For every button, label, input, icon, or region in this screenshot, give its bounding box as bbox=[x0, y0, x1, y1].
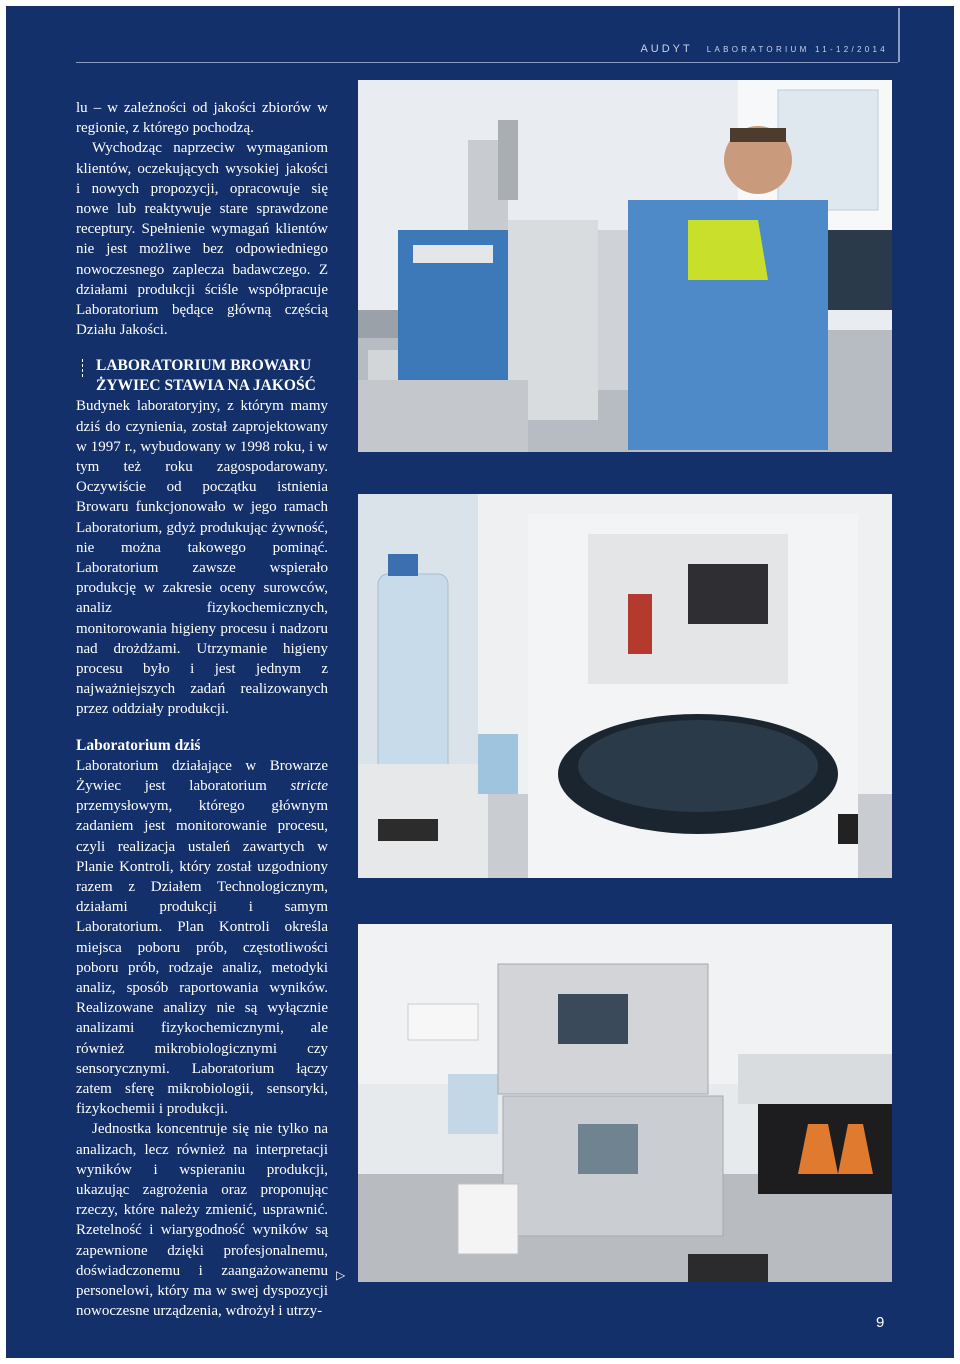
header-section: AUDYT bbox=[640, 43, 693, 55]
photo-technician-chromatograph bbox=[358, 80, 892, 452]
photo-2-illustration bbox=[358, 494, 892, 878]
section-heading-laboratory-today: Laboratorium dziś bbox=[76, 736, 201, 754]
section-heading-line-2: ŻYWIEC STAWIA NA JAKOŚĆ bbox=[96, 377, 316, 395]
paragraph-4-end: przemysłowym, którego głównym zadaniem jest monitorowanie procesu, czyli realizacja ustaleń zawartych w Planie Kontroli, który został uzgodniony razem z Działem Technologicznym, działami produkcji i samym Laboratorium. Plan Kontroli określa miejsca poboru prób, częstotliwości poboru prób, rodzaje analiz, metodyki analiz, sposób raportowania wyników. Realizowane analizy nie są wyłącznie analizami fizykochemicznymi, ale również mikrobiologicznymi czy sensorycznymi. Laboratorium łączy zatem sferę mikrobiologii, sensoryki, fizykochemii i produkcji. bbox=[76, 798, 328, 1118]
dashed-marker-icon bbox=[82, 359, 83, 377]
paragraph-4-start: Laboratorium działające w Browarze Żywiec jest laboratorium bbox=[76, 757, 328, 794]
photo-3-illustration bbox=[358, 924, 892, 1282]
header-vertical-rule bbox=[898, 8, 900, 62]
article-column bbox=[76, 98, 328, 1321]
photo-beer-analyser bbox=[358, 924, 892, 1282]
section-heading-line-1: LABORATORIUM BROWARU bbox=[96, 357, 312, 375]
section-heading-laboratory-brewery bbox=[76, 356, 328, 396]
photo-1-illustration bbox=[358, 80, 892, 452]
header-rule bbox=[76, 62, 898, 63]
paragraph-4 bbox=[76, 756, 328, 1120]
paragraph-4-italic: stricte bbox=[290, 777, 328, 794]
paragraph-5: Jednostka koncentruje się nie tylko na analizach, lecz również na interpretacji wyników i wspieraniu produkcji, ukazując zagrożenia oraz proponując rzeczy, które należy zmienić, usprawnić. Rzetelność i wiarygodność wyników są zapewnione dzięki profesjonalnemu, doświadczonemu i zaangażowanemu personelowi, który ma w swej dyspozycji nowoczesne urządzenia, wdrożył i utrzy- bbox=[76, 1121, 328, 1320]
paragraph-1: lu – w zależności od jakości zbiorów w regionie, z którego pochodzą. bbox=[76, 100, 328, 137]
running-header bbox=[640, 42, 888, 56]
paragraph-3: Budynek laboratoryjny, z którym mamy dziś do czynienia, został zaprojektowany w 1997 r., wybudowany w 1998 roku, i w tym też roku zagospodarowany. Oczywiście od początku istnienia Browaru funkcjonowało w jego ramach Laboratorium, gdyż produkując żywność, nie można takowego pominąć. Laboratorium zawsze wspierało produkcję w zakresie oceny surowców, analiz fizykochemicznych, monitorowania higieny procesu i nadzoru nad drożdżami. Utrzymanie higieny procesu było i jest jednym z najważniejszych zadań realizowanych przez oddziały produkcji. bbox=[76, 398, 328, 718]
photo-autosampler-analyser bbox=[358, 494, 892, 878]
paragraph-2: Wychodząc naprzeciw wymaganiom klientów, oczekujących wysokiej jakości i nowych propozycji, opracowuje się nowe lub reaktywuje stare sprawdzone receptury. Spełnienie wymagań klientów nie jest możliwe bez odpowiedniego nowoczesnego zaplecza badawczego. Z działami produkcji ściśle współpracuje Laboratorium będące główną częścią Działu Jakości. bbox=[76, 140, 328, 339]
page-number: 9 bbox=[876, 1314, 885, 1331]
header-issue: LABORATORIUM 11-12/2014 bbox=[706, 45, 888, 54]
magazine-page bbox=[6, 6, 954, 1358]
continue-arrow-icon: ▷ bbox=[336, 1268, 346, 1282]
